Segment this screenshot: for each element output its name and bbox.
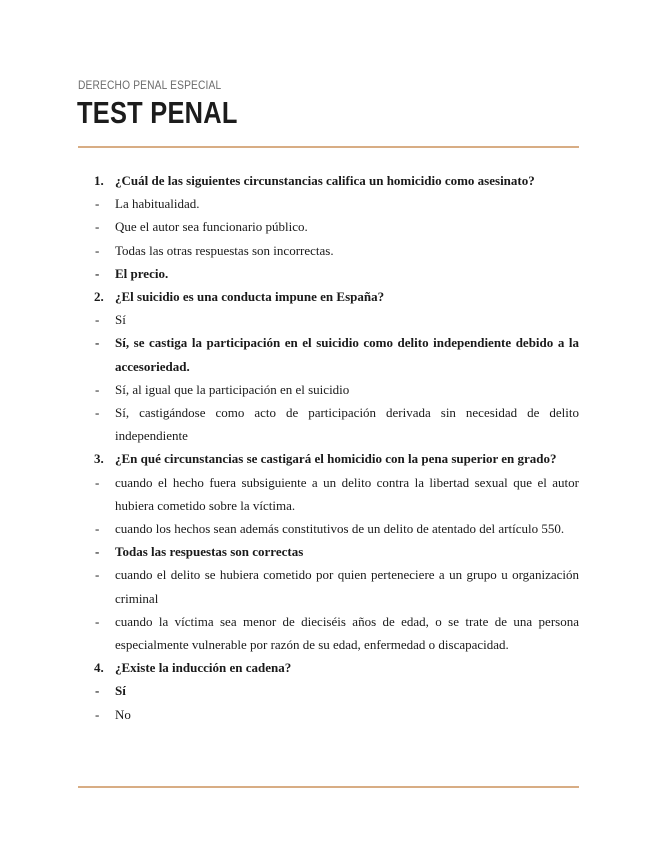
question-3 <box>93 447 579 470</box>
answer-option <box>93 517 579 540</box>
question-list <box>93 169 579 726</box>
answer-option <box>93 563 579 609</box>
question-number: 4. <box>94 660 104 676</box>
option-text: Sí, castigándose como acto de participación derivada sin necesidad de delito independiente <box>115 405 579 444</box>
option-text: Sí, al igual que la participación en el suicidio <box>115 381 350 397</box>
option-bullet: - <box>95 312 100 328</box>
option-bullet: - <box>95 544 100 560</box>
answer-option <box>93 215 579 238</box>
question-text: ¿El suicidio es una conducta impune en España? <box>115 289 385 305</box>
option-text: Sí, se castiga la participación en el suicidio como delito independiente debido a la accesoriedad. <box>115 335 579 374</box>
question-text: ¿En qué circunstancias se castigará el homicidio con la pena superior en grado? <box>115 451 557 467</box>
question-number: 1. <box>94 173 104 188</box>
option-text: cuando los hechos sean además constitutivos de un delito de atentado del artículo 550. <box>115 521 565 537</box>
option-text: Que el autor sea funcionario público. <box>115 219 308 235</box>
answer-option <box>93 401 579 447</box>
option-bullet: - <box>95 474 100 490</box>
option-bullet: - <box>95 683 100 699</box>
option-text: cuando el delito se hubiera cometido por quien perteneciere a un grupo u organización criminal <box>115 567 579 606</box>
option-text: Sí <box>115 312 126 328</box>
answer-option-correct <box>93 679 579 702</box>
answer-option <box>93 378 579 401</box>
answer-option-correct <box>93 331 579 377</box>
question-number: 3. <box>94 451 104 467</box>
option-bullet: - <box>95 381 100 397</box>
option-text: El precio. <box>115 265 169 281</box>
answer-option <box>93 610 579 656</box>
question-1 <box>93 169 579 192</box>
option-bullet: - <box>95 242 100 258</box>
option-bullet: - <box>95 567 100 583</box>
option-text: Todas las otras respuestas son incorrectas. <box>115 242 334 258</box>
option-bullet: - <box>95 265 100 281</box>
option-text: Sí <box>115 683 126 699</box>
top-divider <box>78 146 579 148</box>
option-bullet: - <box>95 196 100 212</box>
option-text: Todas las respuestas son correctas <box>115 544 304 560</box>
option-bullet: - <box>95 219 100 235</box>
option-bullet: - <box>95 405 100 421</box>
question-text: ¿Cuál de las siguientes circunstancias califica un homicidio como asesinato? <box>115 173 535 188</box>
option-bullet: - <box>95 521 100 537</box>
option-bullet: - <box>95 335 100 351</box>
question-number: 2. <box>94 289 104 305</box>
answer-option <box>93 308 579 331</box>
option-text: cuando el hecho fuera subsiguiente a un delito contra la libertad sexual que el autor hubiera cometido sobre la víctima. <box>115 474 579 513</box>
answer-option <box>93 239 579 262</box>
option-text: cuando la víctima sea menor de dieciséis años de edad, o se trate de una persona especialmente vulnerable por razón de su edad, enfermedad o discapacidad. <box>115 613 579 653</box>
question-2 <box>93 285 579 308</box>
answer-option <box>93 192 579 215</box>
answer-option <box>93 471 579 517</box>
document-subtitle: DERECHO PENAL ESPECIAL <box>78 78 222 92</box>
answer-option-correct <box>93 540 579 563</box>
question-text: ¿Existe la inducción en cadena? <box>115 660 292 676</box>
document-title: TEST PENAL <box>77 95 238 130</box>
option-text: La habitualidad. <box>115 196 200 212</box>
option-text: No <box>115 706 131 722</box>
answer-option-correct <box>93 262 579 285</box>
bottom-divider <box>78 786 579 788</box>
option-bullet: - <box>95 613 100 629</box>
question-4 <box>93 656 579 679</box>
option-bullet: - <box>95 706 100 722</box>
answer-option <box>93 703 579 726</box>
